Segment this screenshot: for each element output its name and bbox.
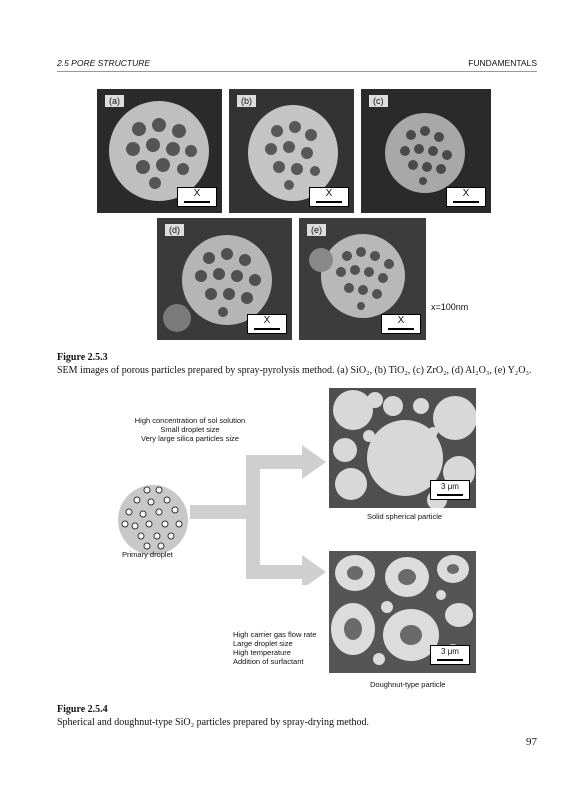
panel-label-a: (a) — [105, 95, 124, 107]
panel-label-e: (e) — [307, 224, 326, 236]
upper-condition-2: Small droplet size — [160, 425, 220, 434]
panel-label-b: (b) — [237, 95, 256, 107]
scale-bar-c: X — [446, 187, 486, 207]
branch-arrows — [190, 445, 330, 585]
page-number: 97 — [526, 736, 537, 748]
doughnut-particle-label: Doughnut-type particle — [370, 680, 446, 689]
sem-panel-a — [97, 89, 222, 213]
scale-bar-d: X — [247, 314, 287, 334]
running-header-chapter: FUNDAMENTALS — [468, 58, 537, 68]
sem-panel-e — [299, 218, 426, 340]
scale-bar-e: X — [381, 314, 421, 334]
lower-condition-3: High temperature — [233, 648, 291, 657]
scale-bar-a: X — [177, 187, 217, 207]
doughnut-particles-image — [329, 551, 476, 673]
sem-panel-c — [361, 89, 491, 213]
scale-note: x=100nm — [431, 302, 469, 312]
panel-label-c: (c) — [369, 95, 388, 107]
running-header-section: 2.5 PORE STRUCTURE — [57, 58, 151, 68]
header-rule — [57, 71, 537, 72]
figure-title-2-5-3: Figure 2.5.3 — [57, 352, 108, 363]
upper-condition-1: High concentration of sol solution — [134, 416, 246, 425]
lower-condition-4: Addition of surfactant — [233, 657, 304, 666]
panel-label-d: (d) — [165, 224, 184, 236]
figure-caption-2-5-3: SEM images of porous particles prepared by spray-pyrolysis method. (a) SiO₂, (b) TiO₂, (c) ZrO₂, (d) Al₂O₃, (e) Y₂O₃. — [57, 365, 532, 376]
solid-particles-image — [329, 388, 476, 508]
upper-condition-3: Very large silica particles size — [141, 434, 239, 443]
solid-scale-bar: 3 μm — [430, 480, 470, 500]
doughnut-scale-bar: 3 μm — [430, 645, 470, 665]
primary-droplet-label: Primary droplet — [122, 550, 173, 559]
upper-conditions — [110, 416, 270, 443]
lower-condition-1: High carrier gas flow rate — [233, 630, 317, 639]
lower-conditions — [233, 630, 343, 666]
figure-title-2-5-4: Figure 2.5.4 — [57, 704, 108, 715]
sem-panel-d — [157, 218, 292, 340]
scale-bar-b: X — [309, 187, 349, 207]
lower-condition-2: Large droplet size — [233, 639, 293, 648]
figure-caption-2-5-4: Spherical and doughnut-type SiO₂ particles prepared by spray-drying method. — [57, 717, 370, 728]
primary-droplet-diagram — [113, 480, 193, 560]
sem-panel-b — [229, 89, 354, 213]
solid-particle-label: Solid spherical particle — [367, 512, 443, 521]
